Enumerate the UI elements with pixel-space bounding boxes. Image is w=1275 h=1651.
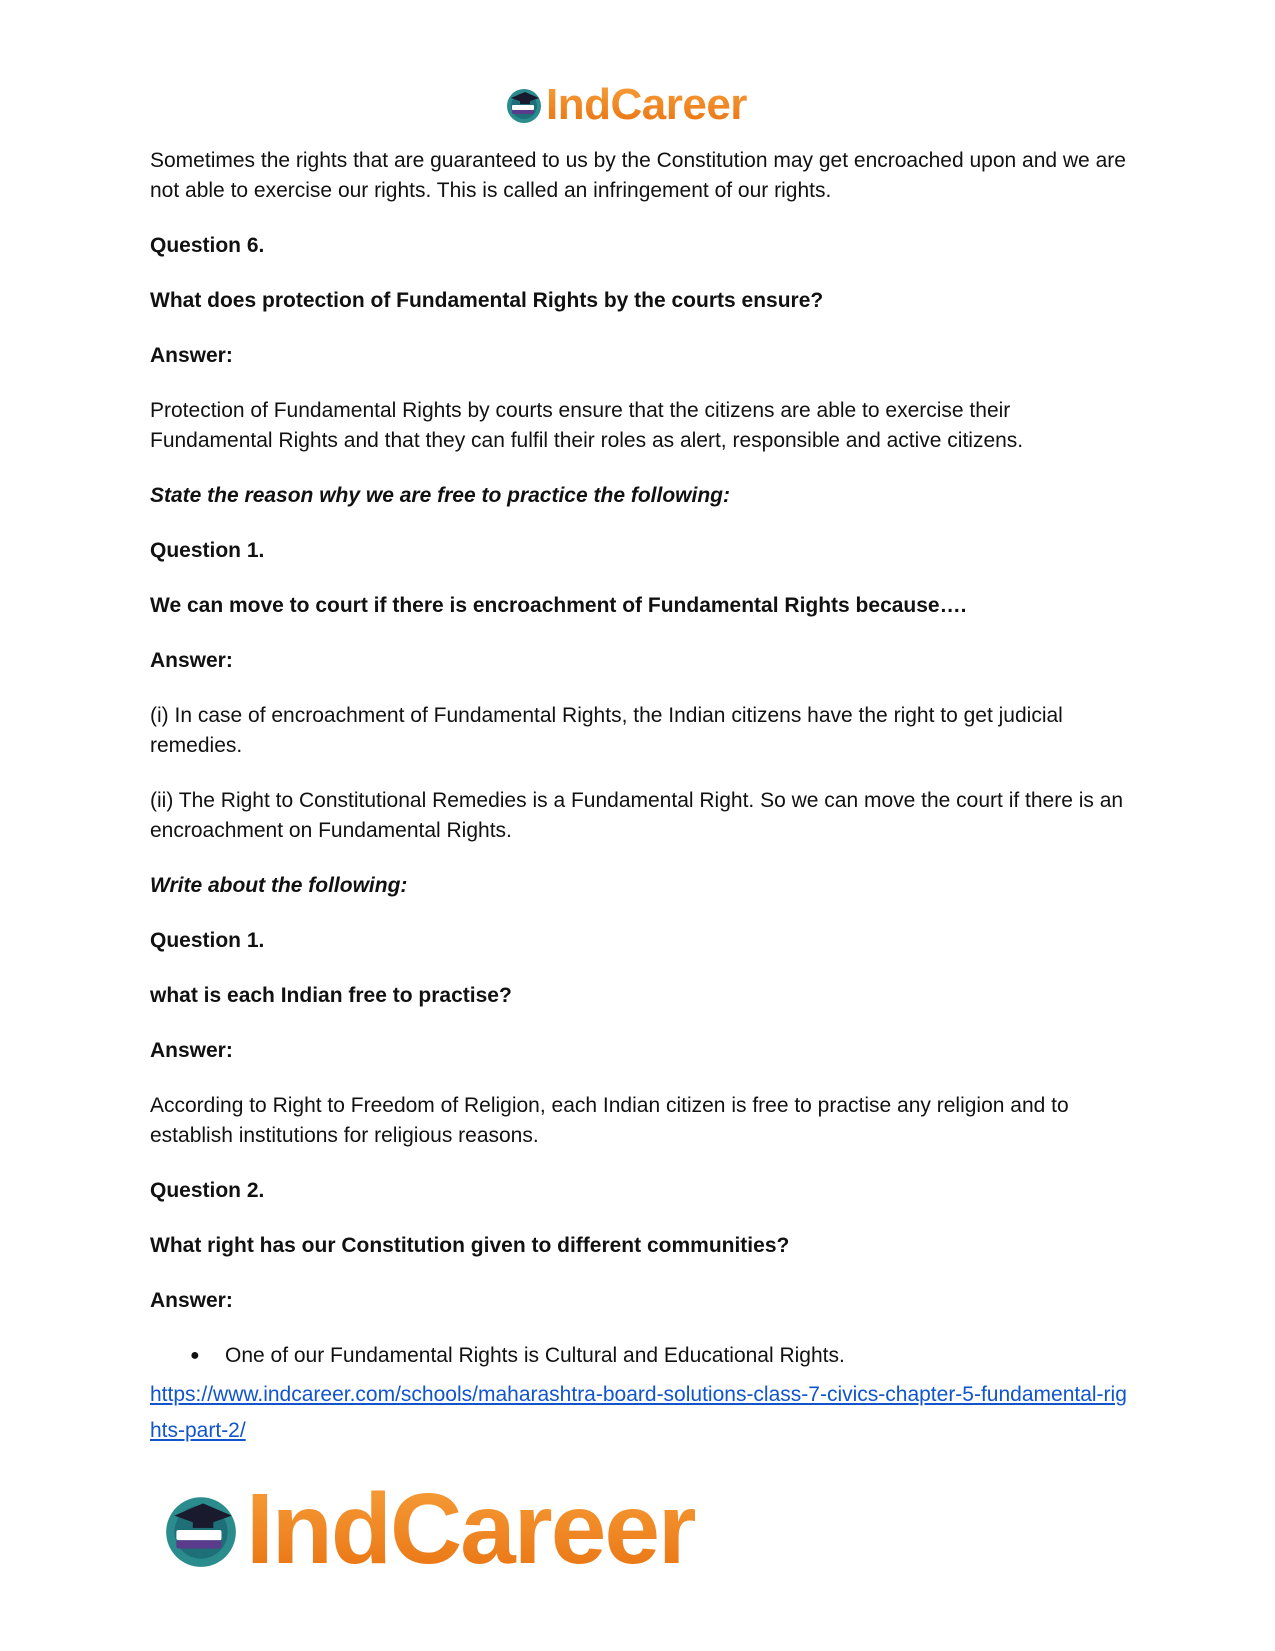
section-heading: State the reason why we are free to practice the following: [150,484,730,507]
question-label: Question 2. [150,1179,265,1202]
brand-name: IndCareer [246,1473,695,1585]
question-label: Question 1. [150,539,265,562]
graduation-cap-books-globe-icon [160,1489,242,1571]
question-label: Question 6. [150,234,265,257]
question-label: Question 1. [150,929,265,952]
brand-name: IndCareer [546,80,747,129]
answer-text: Protection of Fundamental Rights by courts ensure that the citizens are able to exercise their Fundamental Rights and that they can fulfil their roles as alert, responsible and active citizens. [150,399,1024,452]
bullet-icon: ● [190,1347,200,1364]
question-text: We can move to court if there is encroachment of Fundamental Rights because…. [150,594,967,617]
graduation-cap-books-globe-icon [504,85,544,125]
answer-label: Answer: [150,344,233,367]
intro-paragraph: Sometimes the rights that are guaranteed to us by the Constitution may get encroached upon and we are not able to exercise our rights. This is called an infringement of our rights. [150,149,1126,202]
answer-text: (ii) The Right to Constitutional Remedies is a Fundamental Right. So we can move the court if there is an encroachment on Fundamental Rights. [150,789,1124,842]
answer-text: (i) In case of encroachment of Fundamental Rights, the Indian citizens have the right to get judicial remedies. [150,704,1063,757]
section-heading: Write about the following: [150,874,408,897]
answer-bullet-list [150,1341,1130,1371]
source-link[interactable]: https://www.indcareer.com/schools/maharashtra-board-solutions-class-7-civics-chapter-5-fundamental-rights-part-2/ [150,1383,1127,1442]
question-text: What does protection of Fundamental Rights by the courts ensure? [150,289,824,312]
footer-logo [160,1472,695,1587]
list-item-text: One of our Fundamental Rights is Cultural and Educational Rights. [225,1344,845,1367]
main-content [150,146,1130,1449]
question-text: what is each Indian free to practise? [150,984,512,1007]
answer-label: Answer: [150,649,233,672]
header-logo [504,80,747,130]
question-text: What right has our Constitution given to different communities? [150,1234,790,1257]
answer-label: Answer: [150,1039,233,1062]
list-item [150,1341,1130,1371]
answer-text: According to Right to Freedom of Religion, each Indian citizen is free to practise any religion and to establish institutions for religious reasons. [150,1094,1069,1147]
answer-label: Answer: [150,1289,233,1312]
